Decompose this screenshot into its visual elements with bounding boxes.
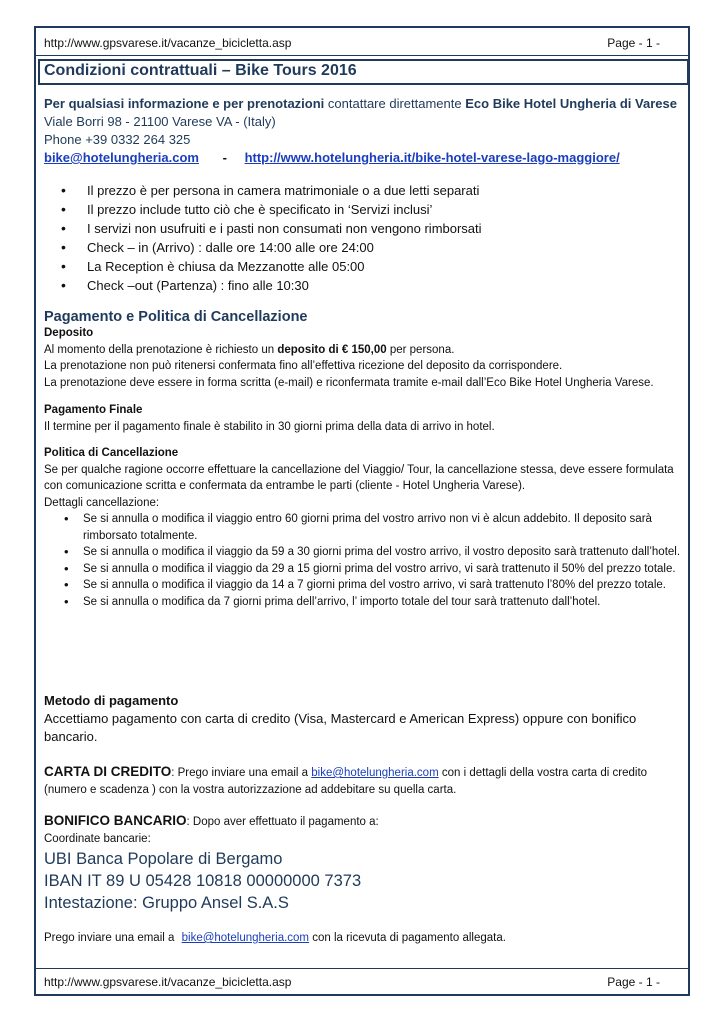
payment-heading: Pagamento e Politica di Cancellazione [44,309,308,325]
contact-intro [44,95,684,113]
card-email-link[interactable]: bike@hotelungheria.com [311,767,439,779]
bank-transfer-section [44,812,684,914]
footer-divider [34,968,690,969]
list-item: • Se si annulla o modifica da 7 giorni prima dell’arrivo, l’ importo totale del tour sarà trattenuto dall’hotel. [56,594,681,611]
hotel-address: Viale Borri 98 - 21100 Varese VA - (Italy) [44,114,276,129]
conditions-list-wrap [44,181,684,295]
payment-section [44,309,684,610]
contact-intro-rest: contattare direttamente [327,96,462,111]
footer-page-number: Page - 1 - [607,975,660,989]
payment-method-text: Accettiamo pagamento con carta di credito (Visa, Mastercard e American Express) oppure con bonifico bancario. [44,711,637,744]
credit-card-details: con i dettagli della vostra carta di credito (numero e scadenza ) con la vostra autorizzazione ad addebitare su quella carta. [44,767,648,796]
list-item: • Se si annulla o modifica il viaggio da 59 a 30 giorni prima del vostro arrivo, il vostro deposito sarà trattenuto dall’hotel. [56,544,681,561]
hotel-name: Eco Bike Hotel Ungheria di Varese [465,96,677,111]
list-item: • La Reception è chiusa da Mezzanotte alle 05:00 [44,257,684,276]
credit-card-section [44,763,684,799]
closing-text [44,930,684,947]
bank-name: UBI Banca Popolare di Bergamo [44,850,283,868]
deposit-title: Deposito [44,327,94,339]
cancellation-title: Politica di Cancellazione [44,447,179,459]
list-item: • Check –out (Partenza) : fino alle 10:30 [44,276,684,295]
bank-transfer-label: BONIFICO BANCARIO [44,813,187,828]
cancellation-details-label: Dettagli cancellazione: [44,496,160,509]
final-payment-text: Il termine per il pagamento finale è stabilito in 30 giorni prima della data di arrivo in hotel. [44,420,495,433]
cancellation-details-list [56,511,681,610]
email-link[interactable]: bike@hotelungheria.com [44,150,199,165]
header-divider [34,55,690,56]
bank-iban: IBAN IT 89 U 05428 10818 00000000 7373 [44,872,362,890]
bank-transfer-instruction: : Dopo aver effettuato il pagamento a: [186,816,379,828]
bank-coords-label: Coordinate bancarie: [44,833,151,845]
footer-url: http://www.gpsvarese.it/vacanze_bicicletta.asp [44,975,292,989]
credit-card-instruction: : Prego inviare una email a [171,767,309,779]
credit-card-text [44,763,684,799]
deposit-line1 [44,342,684,359]
list-item: • Il prezzo è per persona in camera matrimoniale o a due letti separati [44,181,684,200]
final-payment-title: Pagamento Finale [44,404,143,416]
website-link[interactable]: http://www.hotelungheria.it/bike-hotel-varese-lago-maggiore/ [244,150,620,165]
closing-details: con la ricevuta di pagamento allegata. [312,932,506,944]
list-item: • Se si annulla o modifica il viaggio entro 60 giorni prima del vostro arrivo non vi è alcun addebito. Il deposito sarà rimborsato totalmente. [56,511,681,544]
payment-method-section [44,692,674,746]
deposit-text: Al momento della prenotazione è richiesto un [44,343,275,356]
deposit-line2: La prenotazione non può ritenersi confermata fino all’effettiva ricezione del deposito da corrispondere. [44,360,563,372]
deposit-text: per persona. [389,343,455,356]
contact-links [44,149,684,167]
payment-method-title: Metodo di pagamento [44,693,179,708]
list-item: • Se si annulla o modifica il viaggio da 29 a 15 giorni prima del vostro arrivo, vi sarà trattenuto il 50% del prezzo totale. [56,561,681,578]
bank-transfer-text [44,812,684,831]
header-page-number: Page - 1 - [607,36,660,50]
bank-holder: Intestazione: Gruppo Ansel S.A.S [44,894,289,912]
contact-block [44,95,684,167]
deposit-line3: La prenotazione deve essere in forma scritta (e-mail) e riconfermata tramite e-mail dall’Eco Bike Hotel Ungheria Varese. [44,376,654,389]
cancellation-text: Se per qualche ragione occorre effettuare la cancellazione del Viaggio/ Tour, la cancellazione stessa, deve essere formulata con comunicazione scritta e confermata da entrambe le parti (cliente - Hotel Ungheria Varese). [44,463,674,492]
page-title: Condizioni contrattuali – Bike Tours 2016 [44,62,357,79]
deposit-amount: deposito di € 150,00 [277,343,387,356]
list-item: • Check – in (Arrivo) : dalle ore 14:00 alle ore 24:00 [44,238,684,257]
link-separator: - [222,150,227,165]
list-item: • I servizi non usufruiti e i pasti non consumati non vengono rimborsati [44,219,684,238]
closing-instruction: Prego inviare una email a [44,932,175,944]
header-url: http://www.gpsvarese.it/vacanze_bicicletta.asp [44,36,292,50]
list-item: • Il prezzo include tutto ciò che è specificato in ‘Servizi inclusi’ [44,200,684,219]
list-item: • Se si annulla o modifica il viaggio da 14 a 7 giorni prima del vostro arrivo, vi sarà trattenuto l’80% del prezzo totale. [56,577,681,594]
hotel-phone: Phone +39 0332 264 325 [44,132,191,147]
conditions-list [44,181,684,295]
closing-email-link[interactable]: bike@hotelungheria.com [181,932,310,944]
contact-intro-bold: Per qualsiasi informazione e per prenotazioni [44,96,325,111]
credit-card-label: CARTA DI CREDITO [44,764,172,779]
